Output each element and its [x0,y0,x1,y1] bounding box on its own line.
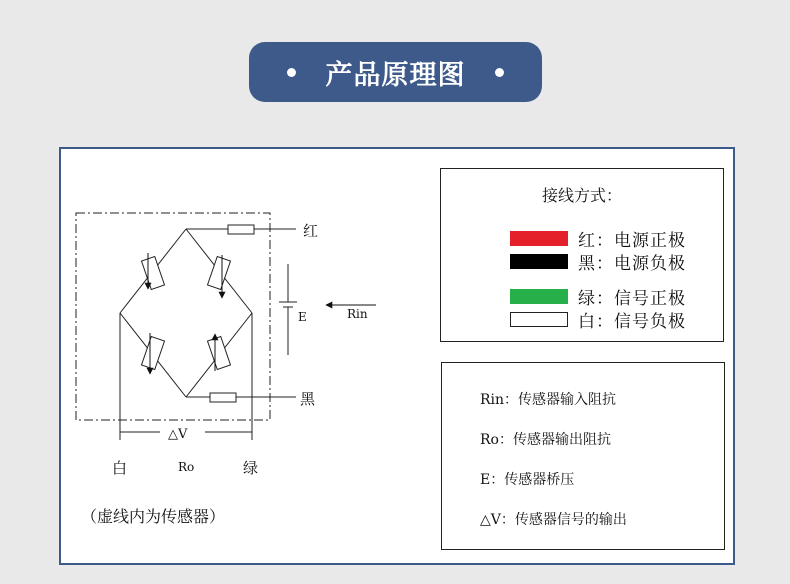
legend-row-red [510,228,686,251]
legend-label: 黑：电源负极 [578,253,686,274]
label-green: 绿 [243,459,259,477]
wiring-box [440,168,724,342]
resistor-bottom [210,393,236,402]
gauge-upper-left [141,253,164,289]
wiring-title: 接线方式： [541,186,622,205]
glossary-item-e: E：传感器桥压 [480,472,575,488]
glossary-item-rin: Rin：传感器输入阻抗 [480,392,617,408]
label-delta-v: △V [168,427,188,442]
legend-label: 白：信号负极 [578,311,686,332]
glossary-item-delta-v: △V：传感器信号的输出 [480,512,627,528]
label-white: 白 [112,459,128,477]
swatch-red [510,231,568,246]
swatch-white [510,312,568,327]
legend-row-green [510,286,686,309]
glossary-box [441,362,725,550]
section-title: 产品原理图 [325,59,466,91]
glossary-item-ro: Ro：传感器输出阻抗 [480,432,611,448]
resistor-top [228,225,254,234]
label-red: 红 [303,222,319,240]
swatch-green [510,289,568,304]
label-black: 黑 [300,390,316,408]
legend-row-black [510,251,686,274]
swatch-black [510,254,568,269]
label-e: E [298,310,307,324]
legend-row-white [510,309,686,332]
sensor-boundary [76,213,270,420]
label-ro: Ro [178,460,195,474]
label-rin: Rin [347,307,368,321]
gauge-lower-left [141,333,164,374]
legend-label: 红：电源正极 [578,230,686,251]
diagram-caption: （虚线内为传感器） [81,507,226,526]
legend-label: 绿：信号正极 [578,288,686,309]
